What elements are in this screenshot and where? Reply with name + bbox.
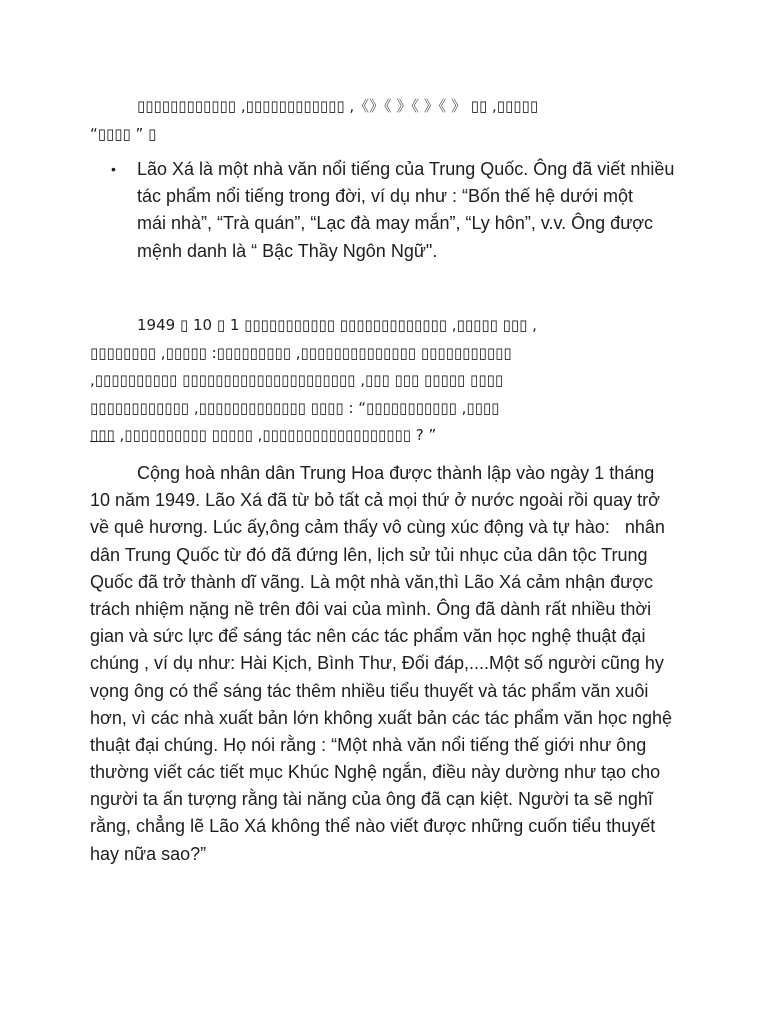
paragraph-line: gian và sức lực để sáng tác nên các tác phẩm văn học nghệ thuật đại [90, 626, 646, 647]
paragraph-line: tác phẩm nổi tiếng trong đời, ví dụ như : “Bốn thế hệ dưới một [137, 186, 633, 207]
paragraph-line: rằng, chẳng lẽ Lão Xá không thể nào viết được những cuốn tiểu thuyết [90, 816, 656, 837]
paragraph-line: người ta ấn tượng rằng tài năng của ông đã cạn kiệt. Người ta sẽ nghĩ [90, 789, 653, 810]
underlined-text-segment: ▯▯ [381, 316, 398, 334]
paragraph-chinese-history [90, 312, 710, 450]
paragraph-line: vọng ông có thể sáng tác thêm nhiều tiểu thuyết và tác phẩm văn xuôi [90, 680, 649, 701]
underlined-text-segment: ▯▯▯ [90, 426, 115, 445]
bullet-marker: • [111, 161, 116, 177]
paragraph-line: Quốc đã trở thành dĩ vãng. Là một nhà văn,thì Lão Xá cảm nhận được [90, 571, 654, 592]
text-segment: ,▯▯▯▯▯▯▯▯▯▯ ▯▯▯▯▯ ,▯▯▯▯▯▯▯▯▯▯▯▯▯▯▯▯▯▯ ? ” [114, 426, 437, 445]
paragraph-line: thuật đại chúng. Họ nói rằng : “Một nhà văn nổi tiếng thế giới như ông [90, 734, 647, 755]
paragraph-vietnamese-history [90, 460, 710, 868]
text-segment: ▯▯▯▯▯▯ ,▯▯▯▯▯ ▯▯▯ , [397, 316, 537, 334]
paragraph-line [90, 312, 710, 340]
text-segment: ,▯▯▯▯▯▯▯▯▯▯ ▯▯▯▯▯▯▯▯▯▯▯▯▯▯▯▯▯▯▯▯▯ ,▯▯▯ ▯▯▯ ▯▯▯▯▯ ▯▯▯▯ [90, 371, 504, 390]
paragraph-line: hơn, vì các nhà xuất bản lớn không xuất bản các tác phẩm văn học nghệ [90, 707, 672, 728]
paragraph-line [90, 422, 710, 450]
paragraph-line: mái nhà”, “Trà quán”, “Lạc đà may mắn”, “Ly hôn”, v.v. Ông được [137, 213, 654, 234]
paragraph-line [90, 340, 710, 368]
paragraph-line: chúng , ví dụ như: Hài Kịch, Bình Thư, Đối đáp,....Một số người cũng hy [90, 653, 664, 674]
text-segment: ▯▯▯▯▯▯▯▯ ,▯▯▯▯▯ :▯▯▯▯▯▯▯▯▯ ,▯▯▯▯▯▯▯▯▯▯▯▯▯▯ ▯▯▯▯▯▯▯▯▯▯▯ [90, 343, 512, 362]
paragraph-line [90, 395, 710, 423]
paragraph-line: Lão Xá là một nhà văn nổi tiếng của Trung Quốc. Ông đã viết nhiều [137, 159, 675, 179]
paragraph-line: mệnh danh là “ Bậc Thầy Ngôn Ngữ". [137, 240, 438, 261]
paragraph-line: thường viết các tiết mục Khúc Nghệ ngắn, điều này dường như tạo cho [90, 762, 661, 783]
paragraph-line: trách nhiệm nặng nề trên đôi vai của mình. Ông đã dành rất nhiều thời [90, 598, 652, 619]
paragraph-line [90, 367, 710, 395]
paragraph-line: về quê hương. Lúc ấy,ông cảm thấy vô cùng xúc động và tự hào: nhân [90, 517, 665, 538]
paragraph-chinese-intro [90, 93, 710, 148]
underlined-text-segment: ▯▯▯▯ [466, 398, 500, 417]
text-segment: ▯▯▯▯▯▯▯▯▯▯▯▯ ,▯▯▯▯▯▯▯▯▯▯▯▯▯ ▯▯▯▯ : “▯▯▯▯▯▯▯▯▯▯▯ , [90, 398, 467, 417]
paragraph-line: “▯▯▯▯ ” ▯ [90, 124, 157, 143]
paragraph-line: dân Trung Quốc từ đó đã đứng lên, lịch sử tủi nhục của dân tộc Trung [90, 544, 648, 565]
text-segment: 1949 ▯ 10 ▯ 1 ▯▯▯▯▯▯▯▯▯▯▯ ▯▯▯▯▯ [137, 316, 381, 334]
paragraph-line: Cộng hoà nhân dân Trung Hoa được thành lập vào ngày 1 tháng [137, 463, 655, 483]
paragraph-line: 10 năm 1949. Lão Xá đã từ bỏ tất cả mọi thứ ở nước ngoài rồi quay trở [90, 490, 660, 511]
paragraph-line: hay nữa sao?” [90, 843, 207, 864]
bullet-item [137, 156, 737, 265]
paragraph-line: ▯▯▯▯▯▯▯▯▯▯▯▯ ,▯▯▯▯▯▯▯▯▯▯▯▯ ,《》《 》《 》《 》 ▯▯ ,▯▯▯▯▯ [137, 97, 539, 115]
